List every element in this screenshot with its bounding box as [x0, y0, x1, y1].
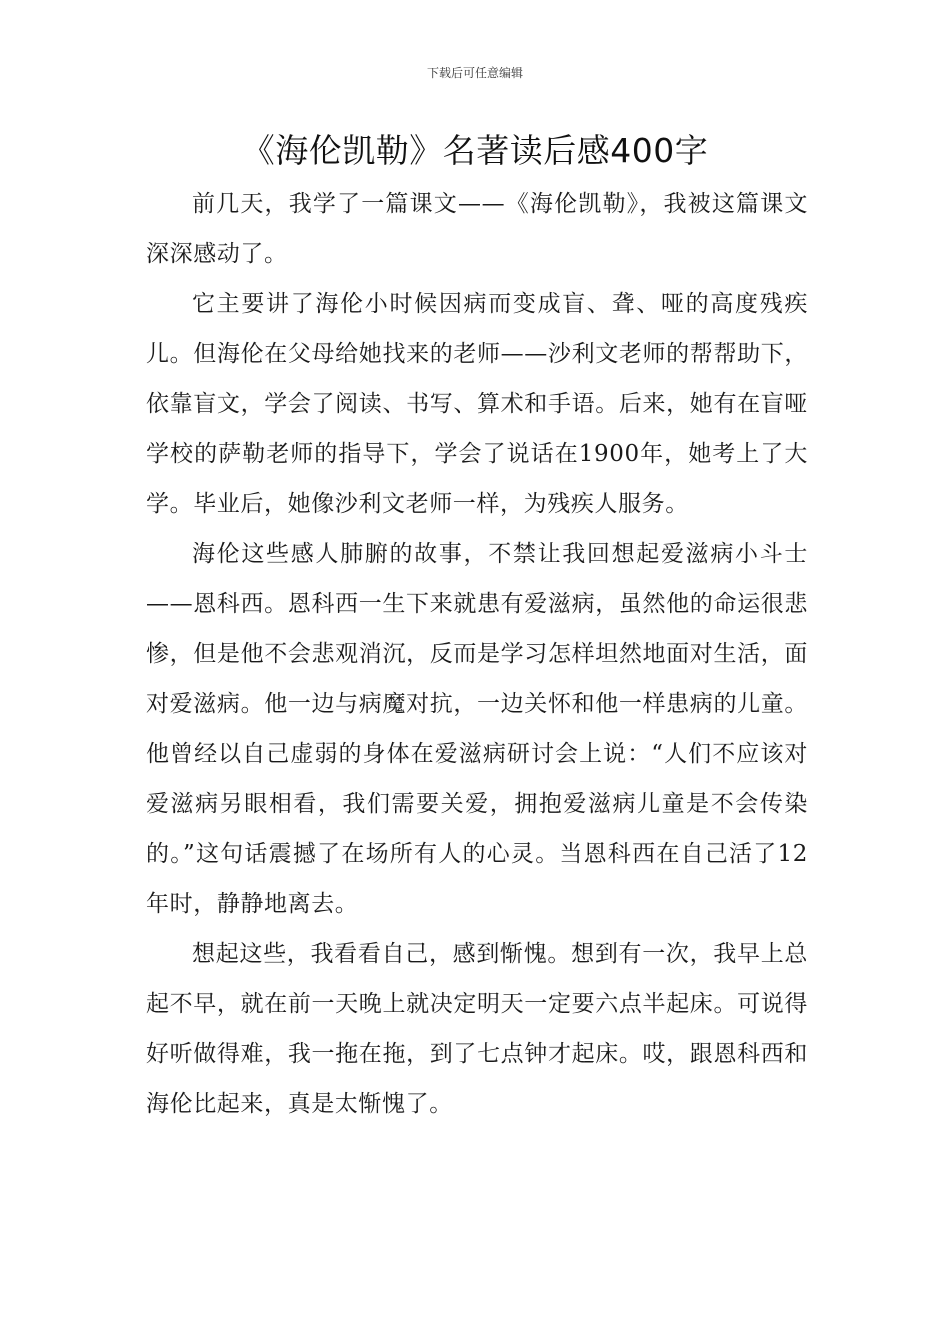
paragraph-4: 想起这些，我看看自己，感到惭愧。想到有一次，我早上总起不早，就在前一天晚上就决定明天一定要六点半起床。可说得好听做得难，我一拖在拖，到了七点钟才起床。哎，跟恩科西和海伦比起来，真是太惭愧了。 [146, 941, 808, 1117]
page-header-note: 下载后可任意编辑 [426, 66, 523, 80]
paragraph-2: 它主要讲了海伦小时候因病而变成盲、聋、哑的高度残疾儿。但海伦在父母给她找来的老师——沙利文老师的帮帮助下，依靠盲文，学会了阅读、书写、算术和手语。后来，她有在盲哑学校的萨勒老师的指导下，学会了说话在1900年，她考上了大学。毕业后，她像沙利文老师一样，为残疾人服务。 [146, 291, 808, 517]
document-title: 《海伦凯勒》名著读后感400字 [241, 131, 709, 170]
document-body [146, 179, 808, 1129]
paragraph-1: 前几天，我学了一篇课文——《海伦凯勒》，我被这篇课文深深感动了。 [146, 191, 808, 267]
paragraph-3: 海伦这些感人肺腑的故事，不禁让我回想起爱滋病小斗士——恩科西。恩科西一生下来就患有爱滋病，虽然他的命运很悲惨，但是他不会悲观消沉，反而是学习怎样坦然地面对生活，面对爱滋病。他一边与病魔对抗，一边关怀和他一样患病的儿童。他曾经以自己虚弱的身体在爱滋病研讨会上说：“人们不应该对爱滋病另眼相看，我们需要关爱，拥抱爱滋病儿童是不会传染的。”这句话震撼了在场所有人的心灵。当恩科西在自己活了12年时，静静地离去。 [146, 541, 808, 917]
